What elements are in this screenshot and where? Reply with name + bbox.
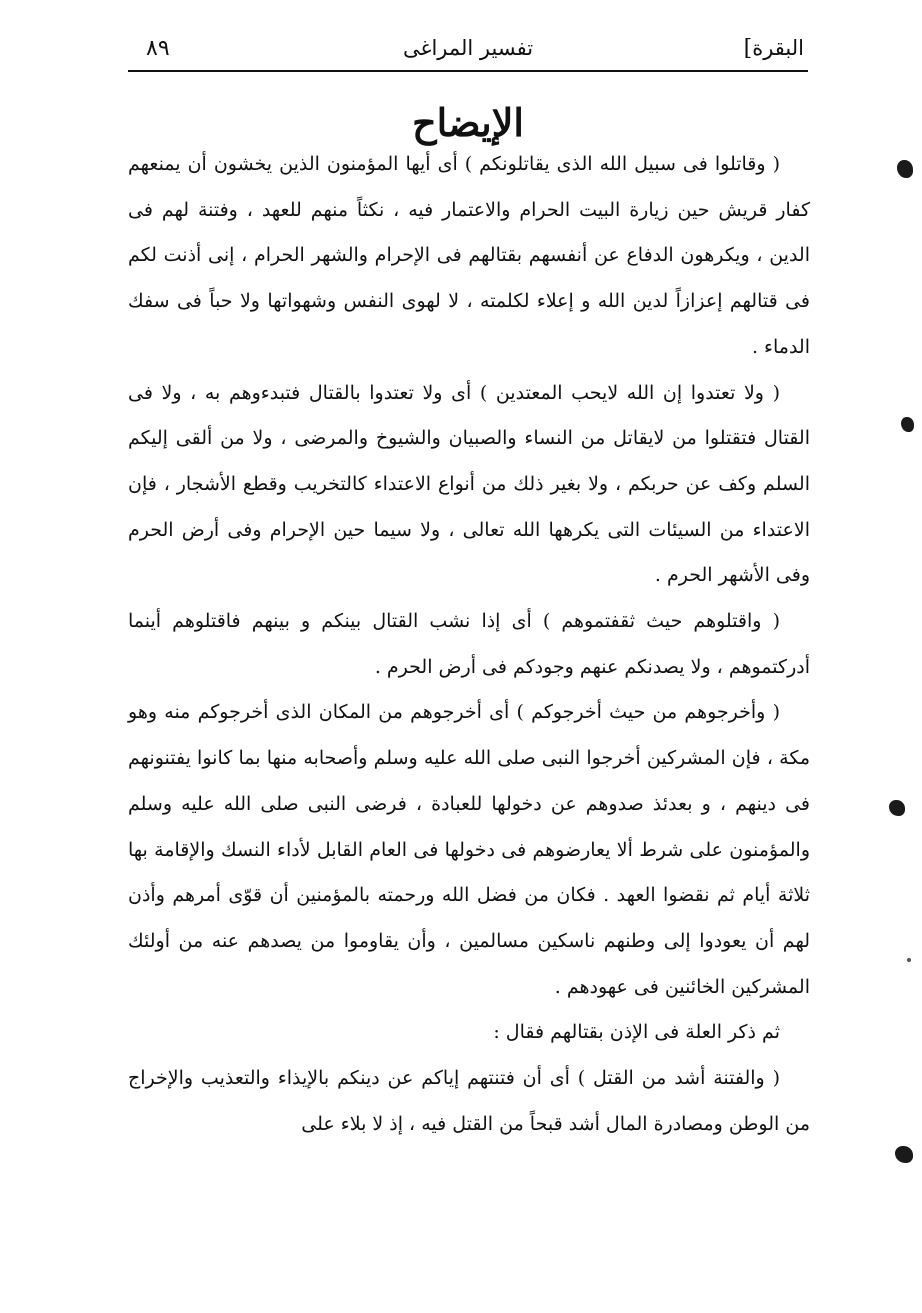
paragraph-5: ثم ذكر العلة فى الإذن بقتالهم فقال : [493, 1021, 780, 1044]
margin-ink-mark [897, 160, 913, 178]
paragraph-6: ( والفتنة أشد من القتل ) أى أن فتنتهم إياكم عن دينكم بالإيذاء والتعذيب والإخراج من الوطن ومصادرة المال أشد قبحاً من القتل فيه ، إذ لا بلاء على [128, 1067, 810, 1135]
body-text [128, 142, 810, 1147]
header-bracket: ] [743, 36, 753, 61]
margin-ink-mark [895, 1146, 913, 1163]
paragraph-4: ( وأخرجوهم من حيث أخرجوكم ) أى أخرجوهم من المكان الذى أخرجوكم منه وهو مكة ، فإن المشركين أخرجوا النبى صلى الله عليه وسلم وأصحابه منها بما كانوا يفتنونهم فى دينهم ، و بعدئذ صدوهم عن دخولها للعبادة ، فرضى النبى صلى الله عليه وسلم والمؤمنون على شرط ألا يعارضوهم فى دخولها فى العام القابل لأداء النسك والإقامة بها ثلاثة أيام ثم نقضوا العهد . فكان من فضل الله ورحمته بالمؤمنين أن قوّى أمرهم وأذن لهم أن يعودوا إلى وطنهم ناسكين مسالمين ، وأن يقاوموا من يصدهم عنه من أولئك المشركين الخائنين فى عهودهم . [128, 701, 810, 998]
margin-speck [907, 958, 911, 962]
book-title: تفسير المراغى [402, 36, 534, 60]
paragraph-3: ( واقتلوهم حيث ثقفتموهم ) أى إذا نشب القتال بينكم و بينهم فاقتلوهم أينما أدركتموهم ، ولا يصدنكم عنهم وجودكم فى أرض الحرم . [128, 610, 810, 678]
paragraph-2: ( ولا تعتدوا إن الله لايحب المعتدين ) أى ولا تعتدوا بالقتال فتبدءوهم به ، ولا فى القتال فتقتلوا من لايقاتل من النساء والصبيان والشيوخ والمرضى ، ولا من ألقى إليكم السلم وكف عن حربكم ، ولا بغير ذلك من أنواع الاعتداء كالتخريب وقطع الأشجار ، فإن الاعتداء من السيئات التى يكرهها الله تعالى ، ولا سيما حين الإحرام وفى أرض الحرم وفى الأشهر الحرم . [128, 381, 810, 587]
running-header [128, 34, 808, 72]
margin-ink-mark [889, 800, 905, 816]
surah-name: البقرة] [743, 36, 804, 61]
paragraph-1: ( وقاتلوا فى سبيل الله الذى يقاتلونكم ) أى أيها المؤمنون الذين يخشون أن يمنعهم كفار قريش حين زيارة البيت الحرام والاعتمار فيه ، نكثاً منهم للعهد ، وفتنة لهم فى الدين ، ويكرهون الدفاع عن أنفسهم بقتالهم فى الإحرام والشهر الحرام ، إنى أذنت لكم فى قتالهم إعزازاً لدين الله و إعلاء لكلمته ، لا لهوى النفس وشهواتها ولا حباً فى سفك الدماء . [128, 153, 810, 358]
section-title: الإيضاح [412, 100, 524, 145]
page-number: ٨٩ [146, 36, 170, 61]
margin-ink-mark [901, 417, 914, 432]
